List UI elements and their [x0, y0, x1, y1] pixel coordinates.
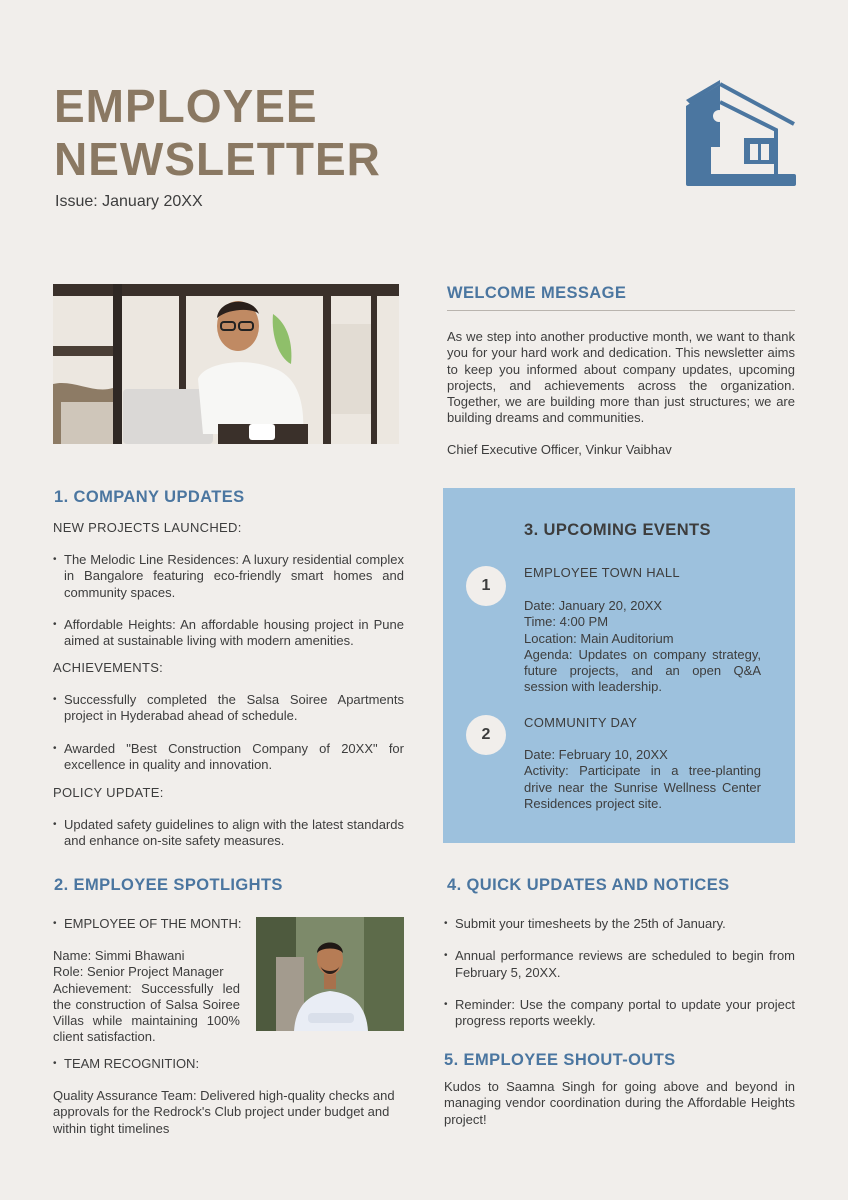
employee-of-month-photo: [256, 917, 404, 1031]
shoutouts-heading: 5. EMPLOYEE SHOUT-OUTS: [444, 1051, 676, 1069]
event-title: COMMUNITY DAY: [524, 715, 638, 730]
newsletter-title: [54, 80, 381, 186]
spotlights-heading: 2. EMPLOYEE SPOTLIGHTS: [54, 876, 283, 894]
list-item: • Successfully completed the Salsa Soiree Apartments project in Hyderabad ahead of schedule.: [53, 692, 404, 725]
house-icon: [684, 78, 798, 190]
welcome-body: As we step into another productive month, we want to thank you for your hard work and dedication. This newsletter aims to keep you informed about company updates, upcoming projects, and achievements across the organization. Together, we are building more than just structures; we are building dreams and communities.: [447, 329, 795, 426]
events-heading: 3. UPCOMING EVENTS: [524, 521, 711, 539]
office-employee-photo: [53, 284, 399, 444]
new-projects-label: NEW PROJECTS LAUNCHED:: [53, 520, 242, 535]
list-item: • Awarded "Best Construction Company of 20XX" for excellence in quality and innovation.: [53, 741, 404, 774]
achievements-list: [53, 692, 404, 773]
company-updates-heading: 1. COMPANY UPDATES: [54, 488, 245, 506]
event-title: EMPLOYEE TOWN HALL: [524, 565, 680, 580]
event-number-badge: 2: [466, 715, 506, 755]
notices-list: [444, 916, 795, 1029]
list-item: • The Melodic Line Residences: A luxury residential complex in Bangalore featuring eco-friendly smart homes and community spaces.: [53, 552, 404, 601]
title-line-1: EMPLOYEE: [54, 80, 318, 132]
team-details: Quality Assurance Team: Delivered high-quality checks and approvals for the Redrock's Club project under budget and within tight timelines: [53, 1088, 395, 1136]
policy-list: [53, 817, 404, 850]
welcome-heading: WELCOME MESSAGE: [447, 284, 627, 302]
list-item: • Updated safety guidelines to align with the latest standards and enhance on-site safety measures.: [53, 817, 404, 850]
list-item: • Submit your timesheets by the 25th of January.: [444, 916, 795, 932]
welcome-divider: [447, 310, 795, 311]
list-item: • Affordable Heights: An affordable housing project in Pune aimed at sustainable living with modern amenities.: [53, 617, 404, 650]
event-details: Date: January 20, 20XX Time: 4:00 PM Location: Main Auditorium Agenda: Updates on company strategy, future projects, and an open Q&A session with leadership.: [524, 598, 761, 695]
team-label-list: [53, 1056, 253, 1072]
title-line-2: NEWSLETTER: [54, 133, 381, 185]
eom-label-list: [53, 916, 253, 932]
eom-label: • EMPLOYEE OF THE MONTH:: [53, 916, 253, 932]
event-details: Date: February 10, 20XX Activity: Participate in a tree-planting drive near the Sunrise Wellness Center Residences project site.: [524, 747, 761, 811]
welcome-signature: Chief Executive Officer, Vinkur Vaibhav: [447, 442, 672, 457]
list-item: • Reminder: Use the company portal to update your project progress reports weekly.: [444, 997, 795, 1030]
issue-date: Issue: January 20XX: [55, 193, 203, 210]
team-label: • TEAM RECOGNITION:: [53, 1056, 253, 1072]
eom-details: Name: Simmi Bhawani Role: Senior Project Manager Achievement: Successfully led the construction of Salsa Soiree Villas while maintaining 100% client satisfaction.: [53, 948, 240, 1045]
achievements-label: ACHIEVEMENTS:: [53, 660, 164, 675]
notices-heading: 4. QUICK UPDATES AND NOTICES: [447, 876, 730, 894]
list-item: • Annual performance reviews are scheduled to begin from February 5, 20XX.: [444, 948, 795, 981]
new-projects-list: [53, 552, 404, 649]
shoutouts-body: Kudos to Saamna Singh for going above and beyond in managing vendor coordination during the Affordable Heights project!: [444, 1079, 795, 1127]
policy-label: POLICY UPDATE:: [53, 785, 164, 800]
event-number-badge: 1: [466, 566, 506, 606]
